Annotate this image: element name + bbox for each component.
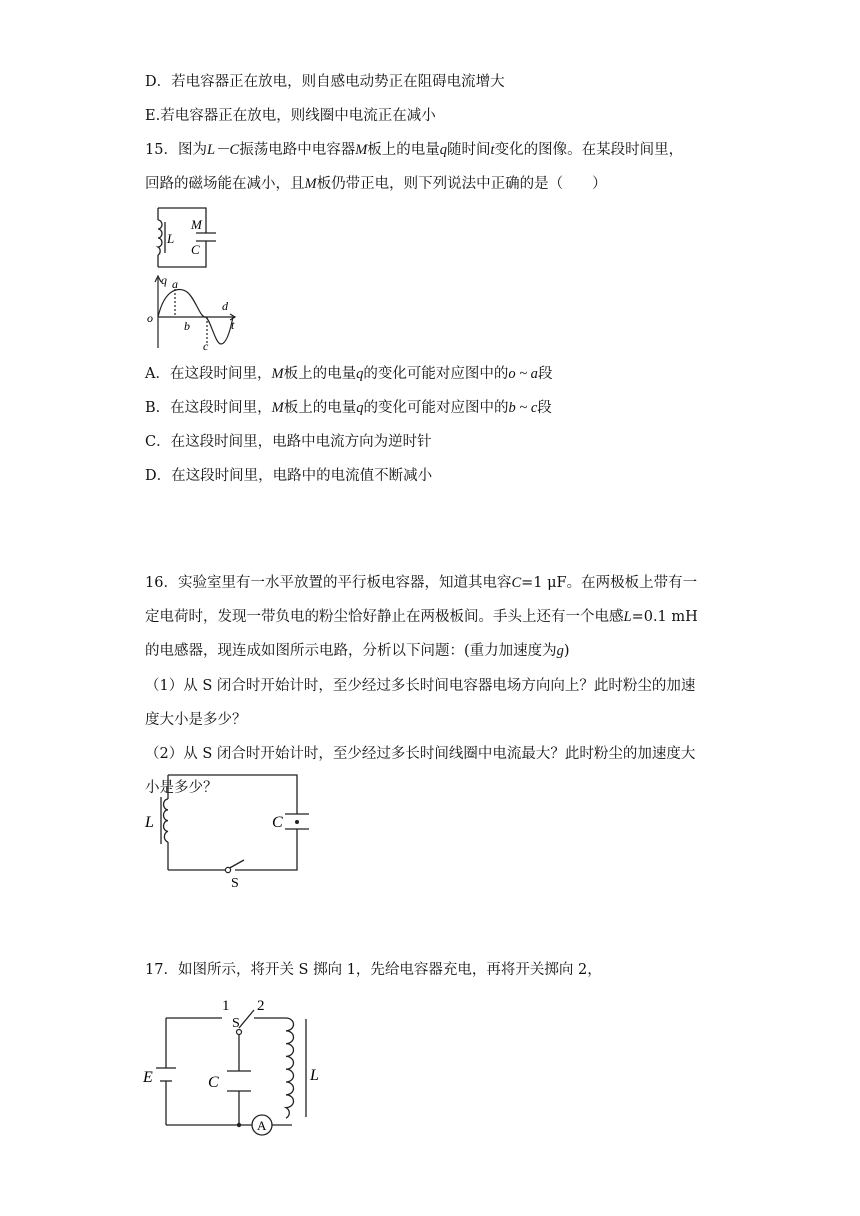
q15-option-a: A．在这段时间里，M板上的电量q的变化可能对应图中的o ~ a段 [145, 366, 553, 382]
q17-circuit-label-E: E [143, 1069, 153, 1086]
q16-subquestion-2-cont: 小是多少？ [145, 780, 218, 796]
q16-stem-line-2: 定电荷时，发现一带负电的粉尘恰好静止在两极板间。手头上还有一个电感L=0.1 mH [145, 609, 698, 625]
q16-circuit-label-L: L [145, 814, 154, 831]
q16-circuit-label-C: C [272, 814, 283, 831]
q15-option-b: B．在这段时间里，M板上的电量q的变化可能对应图中的b ~ c段 [145, 400, 552, 416]
q15-graph-label-c: c [203, 339, 209, 353]
q15-stem-line-1: 15．图为L－C振荡电路中电容器M板上的电量q随时间t变化的图像。在某段时间里， [145, 142, 684, 158]
q14-option-e: E.若电容器正在放电，则线圈中电流正在减小 [145, 108, 436, 124]
q15-graph-label-d: d [222, 299, 228, 313]
q15-graph-label-o: o [147, 311, 153, 325]
q15-option-d: D．在这段时间里，电路中的电流值不断减小 [145, 468, 433, 484]
q15-graph-label-a: a [172, 277, 178, 291]
q17-circuit-label-S: S [232, 1016, 240, 1031]
q15-circuit-label-L: L [167, 231, 175, 246]
q15-option-c: C．在这段时间里，电路中电流方向为逆时针 [145, 434, 432, 450]
q15-circuit-label-C: C [191, 242, 200, 257]
q16-subquestion-1: （1）从 S 闭合时开始计时，至少经过多长时间电容器电场方向向上？此时粉尘的加速 [145, 678, 696, 694]
q16-subquestion-2: （2）从 S 闭合时开始计时，至少经过多长时间线圈中电流最大？此时粉尘的加速度大 [145, 746, 696, 762]
q15-graph-label-t: t [231, 318, 235, 332]
q17-stem: 17．如图所示，将开关 S 掷向 1，先给电容器充电，再将开关掷向 2， [145, 962, 602, 978]
q17-circuit-label-1: 1 [222, 998, 230, 1014]
q15-circuit-label-M: M [191, 217, 202, 232]
q15-lc-circuit-figure [150, 205, 222, 271]
q16-subquestion-1-cont: 度大小是多少？ [145, 712, 247, 728]
q15-stem-line-2: 回路的磁场能在减小，且M板仍带正电，则下列说法中正确的是（ ） [145, 176, 607, 192]
q17-oscillation-circuit-figure [140, 995, 330, 1140]
q17-circuit-label-C: C [208, 1074, 219, 1091]
q14-option-d: D．若电容器正在放电，则自感电动势正在阻碍电流增大 [145, 74, 505, 90]
q16-stem-line-3: 的电感器，现连成如图所示电路，分析以下问题：(重力加速度为g) [145, 643, 570, 659]
q16-stem-line-1: 16．实验室里有一水平放置的平行板电容器，知道其电容C=1 μF。在两极板上带有一 [145, 575, 698, 591]
q15-charge-time-graph [145, 272, 245, 352]
q17-circuit-label-L: L [310, 1067, 319, 1084]
q17-ammeter-label-A: A [257, 1118, 267, 1133]
q16-circuit-label-S: S [231, 876, 239, 891]
q15-graph-label-b: b [184, 319, 190, 333]
q17-circuit-label-2: 2 [257, 998, 265, 1014]
q16-lc-switch-circuit-figure [140, 772, 320, 894]
q15-graph-label-q: q [161, 273, 167, 287]
